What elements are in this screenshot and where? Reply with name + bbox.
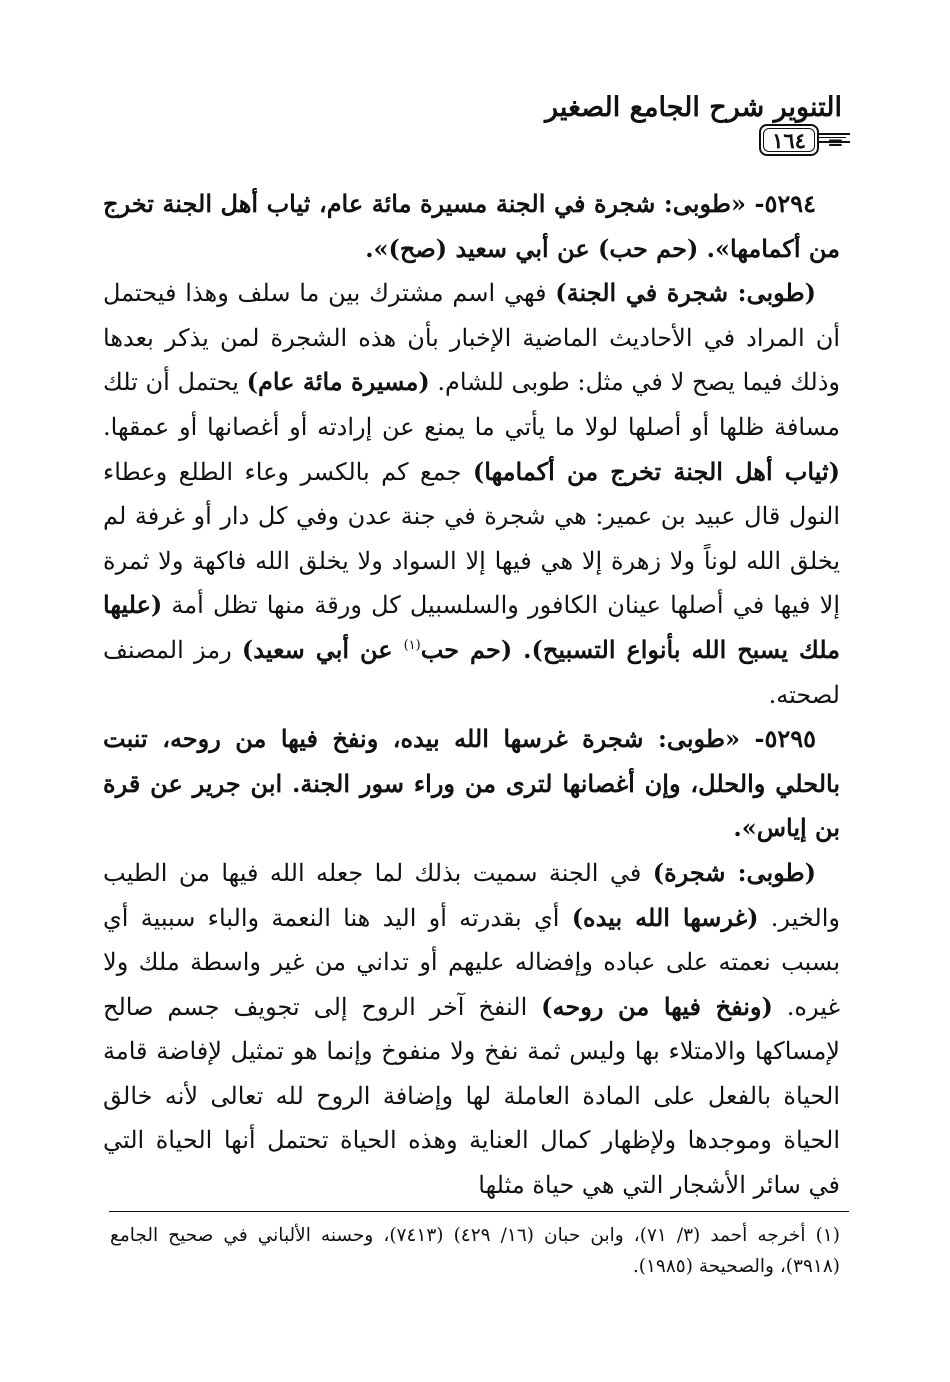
commentary-text: جمع كم بالكسر وعاء الطلع وعطاء النول قال عبيد بن عمير: هي شجرة في جنة عدن وفي كل دار أو غرفة لم يخلق الله لوناً ولا زهرة إلا هي فيها إلا السواد ولا يخلق الله فاكهة ولا ثمرة إلا فيها في أصلها عينان الكافور والسلسبيل كل ورقة منها تظل أمة <box>103 457 840 620</box>
commentary-text: يحتمل أن تلك مسافة ظلها أو أصلها لولا ما يأتي ما يمنع عن إرادته أو أغصانها أو عمقها. <box>103 368 840 441</box>
quote-highlight: (طوبى: شجرة) <box>652 857 817 887</box>
hadith-5295: ٥٢٩٥- «طوبى: شجرة غرسها الله بيده، ونفخ فيها من روحه، تنبت بالحلي والحلل، وإن أغصانها لترى من وراء سور الجنة. ابن جرير عن قرة بن إياس». <box>103 724 840 843</box>
commentary-5294 <box>103 271 840 717</box>
commentary-text: النفخ آخر الروح إلى تجويف جسم صالح لإمساكها والامتلاء بها وليس ثمة نفخ ولا منفوخ وإنما هو تمثيل لإفاضة قامة الحياة بالفعل على المادة العاملة لها وإضافة الروح لله تعالى لأنه خالق الحياة وموجدها ولإظهار كمال العناية وهذه الحياة تحتمل أنها الحياة التي في سائر الأشجار التي هي حياة مثلها <box>103 992 840 1200</box>
page-number-tick: = <box>827 130 844 154</box>
commentary-text: أي بقدرته أو اليد هنا النعمة والباء سببية أي بسبب نعمته على عباده وإفضاله عليهم أو تداني من غير واسطة ملك ولا غيره. <box>103 903 841 1021</box>
footnote-marker[interactable]: (١) <box>403 637 421 653</box>
footnote-divider <box>109 1211 849 1212</box>
page-number <box>759 124 819 156</box>
commentary-text: فهي اسم مشترك بين ما سلف وهذا فيحتمل أن المراد في الأحاديث الماضية الإخبار بأن هذه الشجرة لمن يذكر بعدها وذلك فيما يصح لا في مثل: طوبى للشام. <box>103 279 840 397</box>
quote-highlight: (ثياب أهل الجنة تخرج من أكمامها) <box>472 456 840 486</box>
quote-highlight: (مسيرة مائة عام) <box>246 367 430 397</box>
quote-highlight: عن أبي سعيد) <box>241 634 404 664</box>
quote-highlight: (طوبى: شجرة في الجنة) <box>555 278 817 308</box>
hadith-5294: ٥٢٩٤- «طوبى: شجرة في الجنة مسيرة مائة عام، ثياب أهل الجنة تخرج من أكمامها». (حم حب) عن أبي سعيد (صح)». <box>103 189 840 263</box>
page-number-text: ١٦٤ <box>772 127 806 153</box>
commentary-text: رمز المصنف لصحته. <box>103 635 840 709</box>
quote-highlight: (ونفخ فيها من روحه) <box>541 991 773 1021</box>
quote-highlight: (عليها ملك يسبح الله بأنواع التسبيح). (حم حب <box>103 590 840 664</box>
commentary-5295 <box>103 851 840 1208</box>
running-title: التنوير شرح الجامع الصغير <box>545 92 842 123</box>
footnote: (١) أخرجه أحمد (٣/ ٧١)، وابن حبان (١٦/ ٤٢٩) (٧٤١٣)، وحسنه الألباني في صحيح الجامع (٣٩١٨)، والصحيحة (١٩٨٥). <box>110 1225 840 1277</box>
commentary-text: في الجنة سميت بذلك لما جعله الله فيها من الطيب والخير. <box>103 858 840 932</box>
main-text <box>103 182 840 1208</box>
quote-highlight: (غرسها الله بيده) <box>571 902 759 932</box>
